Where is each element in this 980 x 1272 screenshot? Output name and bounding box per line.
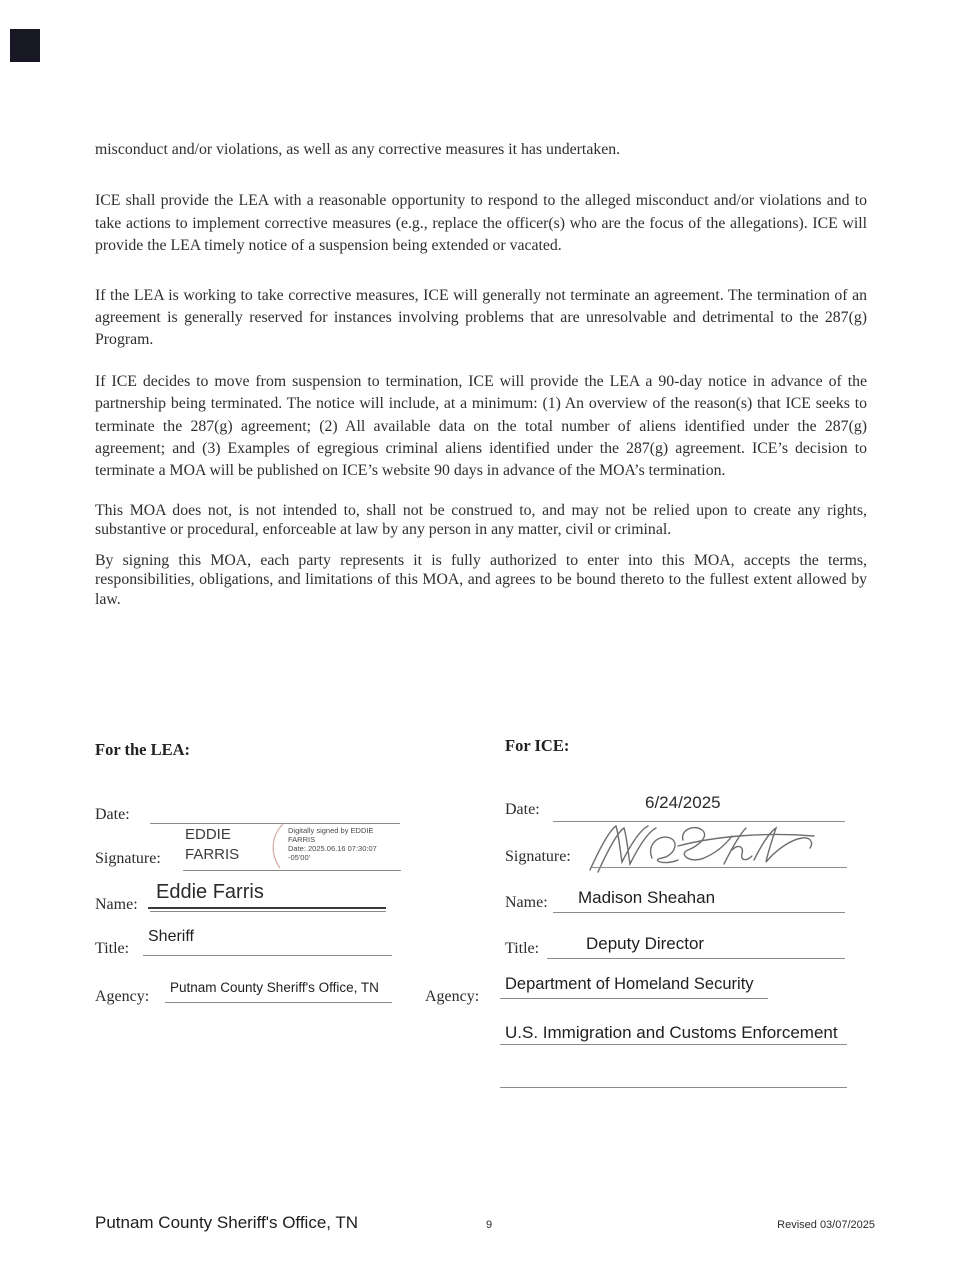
lea-title-value: Sheriff [148,928,194,945]
footer-revision-date: Revised 03/07/2025 [777,1219,875,1231]
body-text [95,139,867,609]
ice-agency-value-line1: Department of Homeland Security [505,975,754,993]
ice-title-line [547,958,845,959]
corner-marker [10,29,40,62]
paragraph-corrective: If the LEA is working to take corrective measures, ICE will generally not terminate an agreement. The termination of an agreement is generally reserved for instances involving problems that are unresolvable and detrimental to the 287(g) Program. [95,286,867,349]
lea-heading: For the LEA: [95,740,191,759]
lea-name-value: Eddie Farris [156,881,264,903]
paragraph-misconduct: misconduct and/or violations, as well as any corrective measures it has undertaken. [95,141,621,158]
lea-digital-signature-details [288,826,398,862]
footer-agency: Putnam County Sheriff's Office, TN [95,1213,359,1232]
digital-signature-detail-line2: Date: 2025.06.16 07:30:07 -05'00' [288,844,377,862]
ice-title-value: Deputy Director [586,934,705,953]
ice-title-label: Title: [505,940,540,957]
paragraph-authorization: By signing this MOA, each party represents it is fully authorized to enter into this MOA, accepts the terms, responsibilities, obligations, and limitations of this MOA, and agrees to be bound thereto to the fullest extent allowed by law. [95,551,867,608]
ice-signature-label: Signature: [505,848,571,865]
ice-date-value: 6/24/2025 [645,793,721,812]
footer-page-number: 9 [486,1219,493,1231]
lea-name-line-shadow [150,911,386,912]
lea-title-line [143,955,392,956]
paragraph-opportunity: ICE shall provide the LEA with a reasonable opportunity to respond to the alleged misconduct and/or violations and to take actions to implement corrective measures (e.g., replace the officer(s) who are the focus of the allegations). ICE will provide the LEA timely notice of a suspension being extended or vacated. [95,192,867,255]
ice-name-value: Madison Sheahan [578,888,716,907]
lea-title-label: Title: [95,940,130,957]
ice-agency-value-line2: U.S. Immigration and Customs Enforcement [505,1023,838,1042]
digital-signature-flourish-icon [267,822,287,870]
lea-date-label: Date: [95,806,130,823]
ice-signature-line [592,867,847,868]
ice-agency-label: Agency: [425,988,480,1005]
lea-name-line [148,907,386,909]
ice-date-label: Date: [505,801,540,818]
lea-name-label: Name: [95,896,138,913]
paragraph-no-rights: This MOA does not, is not intended to, shall not be construed to, and may not be relied upon to create any rights, substantive or procedural, enforceable at law by any person in any matter, civil or criminal. [95,501,867,539]
ice-name-label: Name: [505,894,548,911]
lea-signature-line [183,870,401,871]
lea-agency-value: Putnam County Sheriff's Office, TN [170,980,379,995]
ice-name-line [553,912,845,913]
ice-agency-line2 [500,1044,847,1045]
ice-extra-blank-line [500,1087,847,1088]
ice-agency-line1 [500,998,768,999]
digital-signature-detail-line1: Digitally signed by EDDIE FARRIS [288,826,374,844]
lea-signature-label: Signature: [95,850,161,867]
lea-digital-signature-name: EDDIE FARRIS [185,826,240,863]
lea-agency-label: Agency: [95,988,150,1005]
lea-agency-line [165,1002,392,1003]
ice-heading: For ICE: [505,736,570,755]
paragraph-termination-notice: If ICE decides to move from suspension to termination, ICE will provide the LEA a 90-day notice in advance of the partnership being terminated. The notice will include, at a minimum: (1) An overview of the reason(s) that ICE seeks to terminate the 287(g) agreement; (2) All available data on the total number of aliens identified under the 287(g) agreement; and (3) Examples of egregious criminal aliens identified under the 287(g) agreement. ICE’s decision to terminate a MOA will be published on ICE’s website 90 days in advance of the MOA’s termination. [95,372,867,480]
